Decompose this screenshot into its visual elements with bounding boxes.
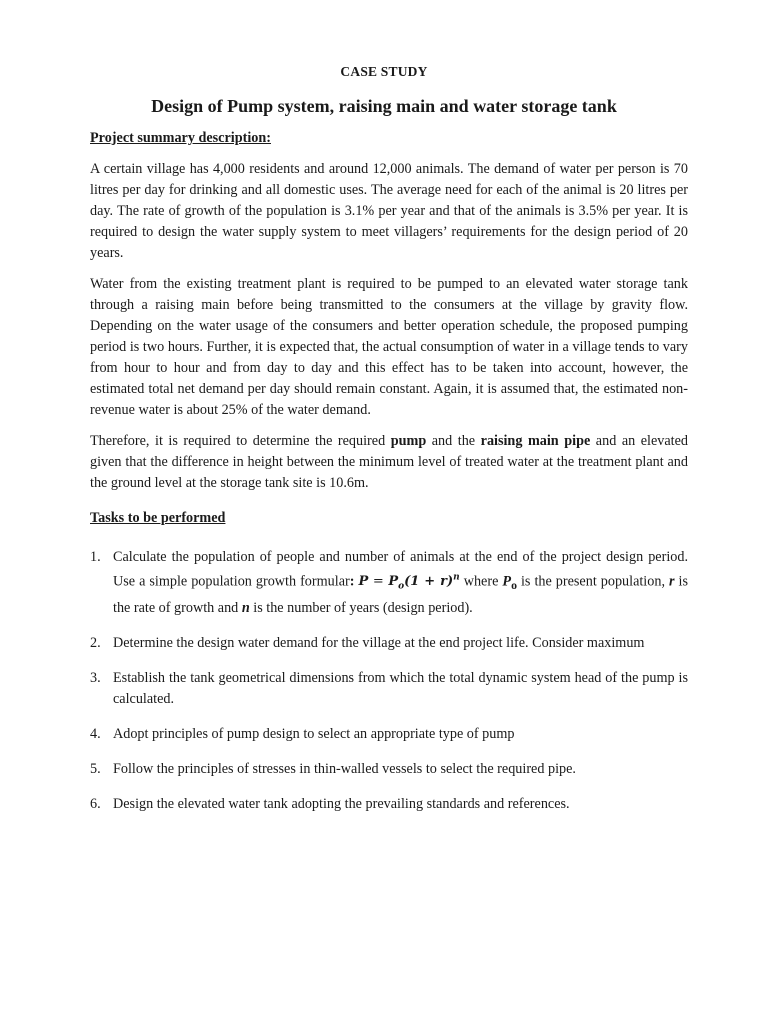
case-study-label: CASE STUDY — [340, 64, 428, 79]
task-number: 1. — [90, 549, 101, 565]
task-text: Follow the principles of stresses in thin-walled vessels to select the required pipe. — [113, 760, 576, 777]
formula-exponent: n — [453, 573, 460, 583]
summary-heading: Project summary description: — [90, 130, 271, 146]
para3-text-b: and the — [426, 433, 481, 449]
summary-paragraph-2: Water from the existing treatment plant is required to be pumped to an elevated water storage tank through a raising main before being transmitted to the consumers at the village by gravity flow. Depending on the water usage of the consumers and better operation schedule, the proposed pumping period is two hours. Further, it is expected that, the actual consumption of water in a village tends to vary from hour to hour and from day to day and this effect has to be taken into account, however, the estimated total net demand per day should remain constant. Again, it is assumed that, the estimated non-revenue water is about 25% of the water demand. — [90, 276, 688, 418]
task1-text-d: is the rate of growth and — [113, 573, 688, 616]
formula-p0-subscript: o — [398, 581, 405, 592]
var-p0-subscript: o — [511, 578, 517, 593]
task-text — [113, 547, 688, 619]
growth-formula — [358, 573, 460, 592]
formula-p: P — [358, 574, 369, 590]
task1-text-e: is the number of years (design period). — [249, 599, 473, 616]
task-number: 6. — [90, 795, 101, 812]
task-text: Determine the design water demand for the village at the end project life. Consider maximum — [113, 634, 645, 651]
task1-colon: : — [349, 573, 359, 590]
document-title: Design of Pump system, raising main and water storage tank — [151, 96, 617, 116]
formula-growth-term: (1 + r) — [404, 574, 454, 590]
formula-equals: = — [368, 574, 389, 590]
task-text: Adopt principles of pump design to select an appropriate type of pump — [113, 725, 515, 742]
task-item — [90, 547, 688, 619]
para3-text-a: Therefore, it is required to determine the required — [90, 433, 391, 449]
task1-text-b: where — [459, 573, 503, 590]
task1-text-c: is the present population, — [516, 573, 669, 590]
var-r: r — [669, 573, 675, 590]
task-item — [90, 794, 688, 815]
task-number: 5. — [90, 760, 101, 777]
task1-text-a: Calculate the population of people and number of animals at the end of the project design period. Use a simple population growth formular — [113, 549, 688, 590]
var-n: n — [241, 599, 250, 616]
task-number: 4. — [90, 725, 101, 742]
task-text: Design the elevated water tank adopting the prevailing standards and references. — [113, 795, 570, 812]
summary-paragraph-1: A certain village has 4,000 residents and around 12,000 animals. The demand of water per person is 70 litres per day for drinking and all domestic uses. The average need for each of the animal is 20 litres per day. The rate of growth of the population is 3.1% per year and that of the animals is 3.5% per year. It is required to design the water supply system to meet villagers’ requirements for the design period of 20 years. — [90, 161, 688, 261]
task-list — [90, 547, 688, 815]
task-item — [90, 724, 688, 745]
tasks-heading: Tasks to be performed — [90, 510, 226, 526]
var-p0: P — [502, 573, 512, 590]
para3-pump: pump — [390, 433, 427, 449]
task-item — [90, 668, 688, 710]
task-number: 2. — [90, 634, 101, 651]
task-item — [90, 633, 688, 654]
para3-text-c: and an elevated given that the difference in height between the minimum level of treated water at the treatment plant and the ground level at the storage tank site is 10.6m. — [90, 433, 689, 491]
summary-paragraph-3 — [90, 431, 688, 494]
formula-p0: P — [388, 574, 399, 590]
para3-raising-main-pipe: raising main pipe — [480, 433, 591, 449]
task-text: Establish the tank geometrical dimensions from which the total dynamic system head of the pump is calculated. — [113, 669, 688, 707]
task-item — [90, 759, 688, 780]
document-body — [90, 128, 688, 829]
task-number: 3. — [90, 669, 101, 686]
